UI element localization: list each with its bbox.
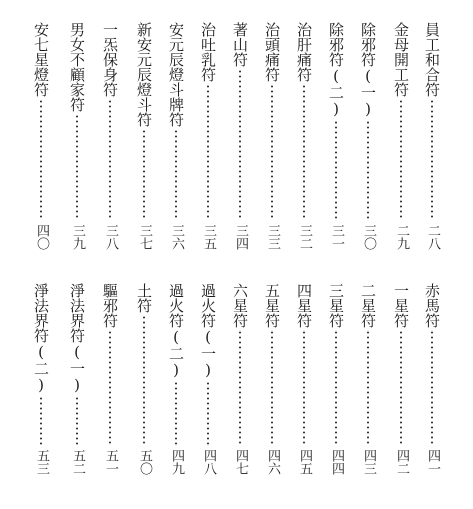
- toc-entry: [30, 22, 52, 250]
- toc-entry: [390, 283, 412, 475]
- toc-entry-title: 著山符: [231, 22, 249, 67]
- dot-leader: [400, 330, 402, 445]
- toc-entry-page-number: 五三: [34, 449, 49, 475]
- dot-leader: [207, 381, 209, 445]
- toc-entry-page-number: 三〇: [361, 224, 376, 250]
- toc-entry-title: 安七星燈符: [32, 22, 50, 97]
- dot-leader: [367, 330, 369, 445]
- toc-entry: [421, 22, 443, 250]
- toc-entry: [357, 22, 379, 250]
- toc-entry-title: 治吐乳符: [199, 22, 217, 82]
- toc-entry: [229, 283, 251, 475]
- toc-entry: [293, 283, 315, 475]
- toc-entry-title: 治頭痛符: [263, 22, 281, 82]
- toc-entry-title: 新安元辰燈斗符: [135, 22, 153, 127]
- dot-leader: [239, 330, 241, 445]
- toc-entry-title: 一星符: [392, 283, 410, 328]
- dot-leader: [431, 99, 433, 220]
- toc-entry-title: 安元辰燈斗牌符: [167, 22, 185, 127]
- toc-entry-title: 六星符: [231, 283, 249, 328]
- toc-entry: [30, 283, 52, 475]
- toc-entry: [197, 22, 219, 250]
- toc-entry: [293, 22, 315, 250]
- toc-entry-page-number: 三二: [297, 224, 312, 250]
- toc-entry: [133, 283, 155, 475]
- toc-entry-page-number: 四七: [233, 449, 248, 475]
- dot-leader: [367, 120, 369, 220]
- toc-entry-page-number: 四二: [394, 449, 409, 475]
- toc-entry-page-number: 二九: [394, 224, 409, 250]
- toc-entry-title: 金母開工符: [392, 22, 410, 97]
- toc-entry-title: 土符: [135, 283, 153, 313]
- toc-entry-title: 除邪符(一): [359, 22, 377, 118]
- dot-leader: [109, 99, 111, 220]
- toc-entry-page-number: 五〇: [137, 449, 152, 475]
- toc-entry-title: 一炁保身符: [101, 22, 119, 97]
- toc-entry-page-number: 四九: [169, 449, 184, 475]
- toc-entry: [66, 22, 88, 250]
- toc-entry-title: 四星符: [295, 283, 313, 328]
- toc-entry-page-number: 二八: [425, 224, 440, 250]
- dot-leader: [303, 84, 305, 220]
- toc-entry-title: 男女不顧家符: [68, 22, 86, 112]
- dot-leader: [335, 120, 337, 220]
- toc-entry-page-number: 三一: [329, 224, 344, 250]
- toc-entry-page-number: 三九: [70, 224, 85, 250]
- toc-entry-page-number: 三七: [137, 224, 152, 250]
- toc-entry-title: 過火符(一): [199, 283, 217, 379]
- dot-leader: [40, 99, 42, 220]
- toc-entry: [197, 283, 219, 475]
- dot-leader: [76, 396, 78, 445]
- dot-leader: [271, 330, 273, 445]
- toc-entry-title: 三星符: [327, 283, 345, 328]
- toc-entry-title: 員工和合符: [423, 22, 441, 97]
- toc-entry-page-number: 三六: [169, 224, 184, 250]
- toc-entry-page-number: 四六: [265, 449, 280, 475]
- toc-entry-page-number: 四八: [201, 449, 216, 475]
- dot-leader: [431, 330, 433, 445]
- toc-entry: [165, 22, 187, 250]
- dot-leader: [303, 330, 305, 445]
- toc-entry: [133, 22, 155, 250]
- dot-leader: [143, 315, 145, 445]
- toc-entry: [357, 283, 379, 475]
- toc-entry: [325, 22, 347, 250]
- toc-entry-page-number: 三三: [265, 224, 280, 250]
- toc-entry: [390, 22, 412, 250]
- toc-entry-title: 赤馬符: [423, 283, 441, 328]
- toc-entry-page-number: 三四: [233, 224, 248, 250]
- toc-entry: [66, 283, 88, 475]
- dot-leader: [400, 99, 402, 220]
- toc-entry: [99, 22, 121, 250]
- dot-leader: [143, 129, 145, 220]
- toc-entry-page-number: 四三: [361, 449, 376, 475]
- dot-leader: [109, 330, 111, 445]
- toc-entry-page-number: 四一: [425, 449, 440, 475]
- toc-entry: [229, 22, 251, 250]
- toc-entry-page-number: 四四: [329, 449, 344, 475]
- dot-leader: [207, 84, 209, 220]
- toc-entry-title: 治肝痛符: [295, 22, 313, 82]
- toc-entry-page-number: 四五: [297, 449, 312, 475]
- toc-entry: [421, 283, 443, 475]
- toc-entry: [165, 283, 187, 475]
- dot-leader: [175, 129, 177, 220]
- dot-leader: [175, 381, 177, 445]
- toc-entry: [99, 283, 121, 475]
- dot-leader: [239, 69, 241, 220]
- toc-entry-page-number: 三八: [103, 224, 118, 250]
- toc-entry-page-number: 五一: [103, 449, 118, 475]
- toc-entry-title: 淨法界符(二): [32, 283, 50, 394]
- toc-entry-page-number: 五二: [70, 449, 85, 475]
- toc-entry-title: 過火符(二): [167, 283, 185, 379]
- toc-entry-title: 驅邪符: [101, 283, 119, 328]
- toc-entry-title: 淨法界符(一): [68, 283, 86, 394]
- dot-leader: [76, 114, 78, 220]
- dot-leader: [40, 396, 42, 445]
- toc-entry-page-number: 三五: [201, 224, 216, 250]
- toc-entry: [325, 283, 347, 475]
- toc-entry: [261, 283, 283, 475]
- toc-entry-page-number: 四〇: [34, 224, 49, 250]
- toc-entry-title: 除邪符(二): [327, 22, 345, 118]
- toc-entry-title: 五星符: [263, 283, 281, 328]
- toc-entry: [261, 22, 283, 250]
- dot-leader: [335, 330, 337, 445]
- dot-leader: [271, 84, 273, 220]
- toc-entry-title: 二星符: [359, 283, 377, 328]
